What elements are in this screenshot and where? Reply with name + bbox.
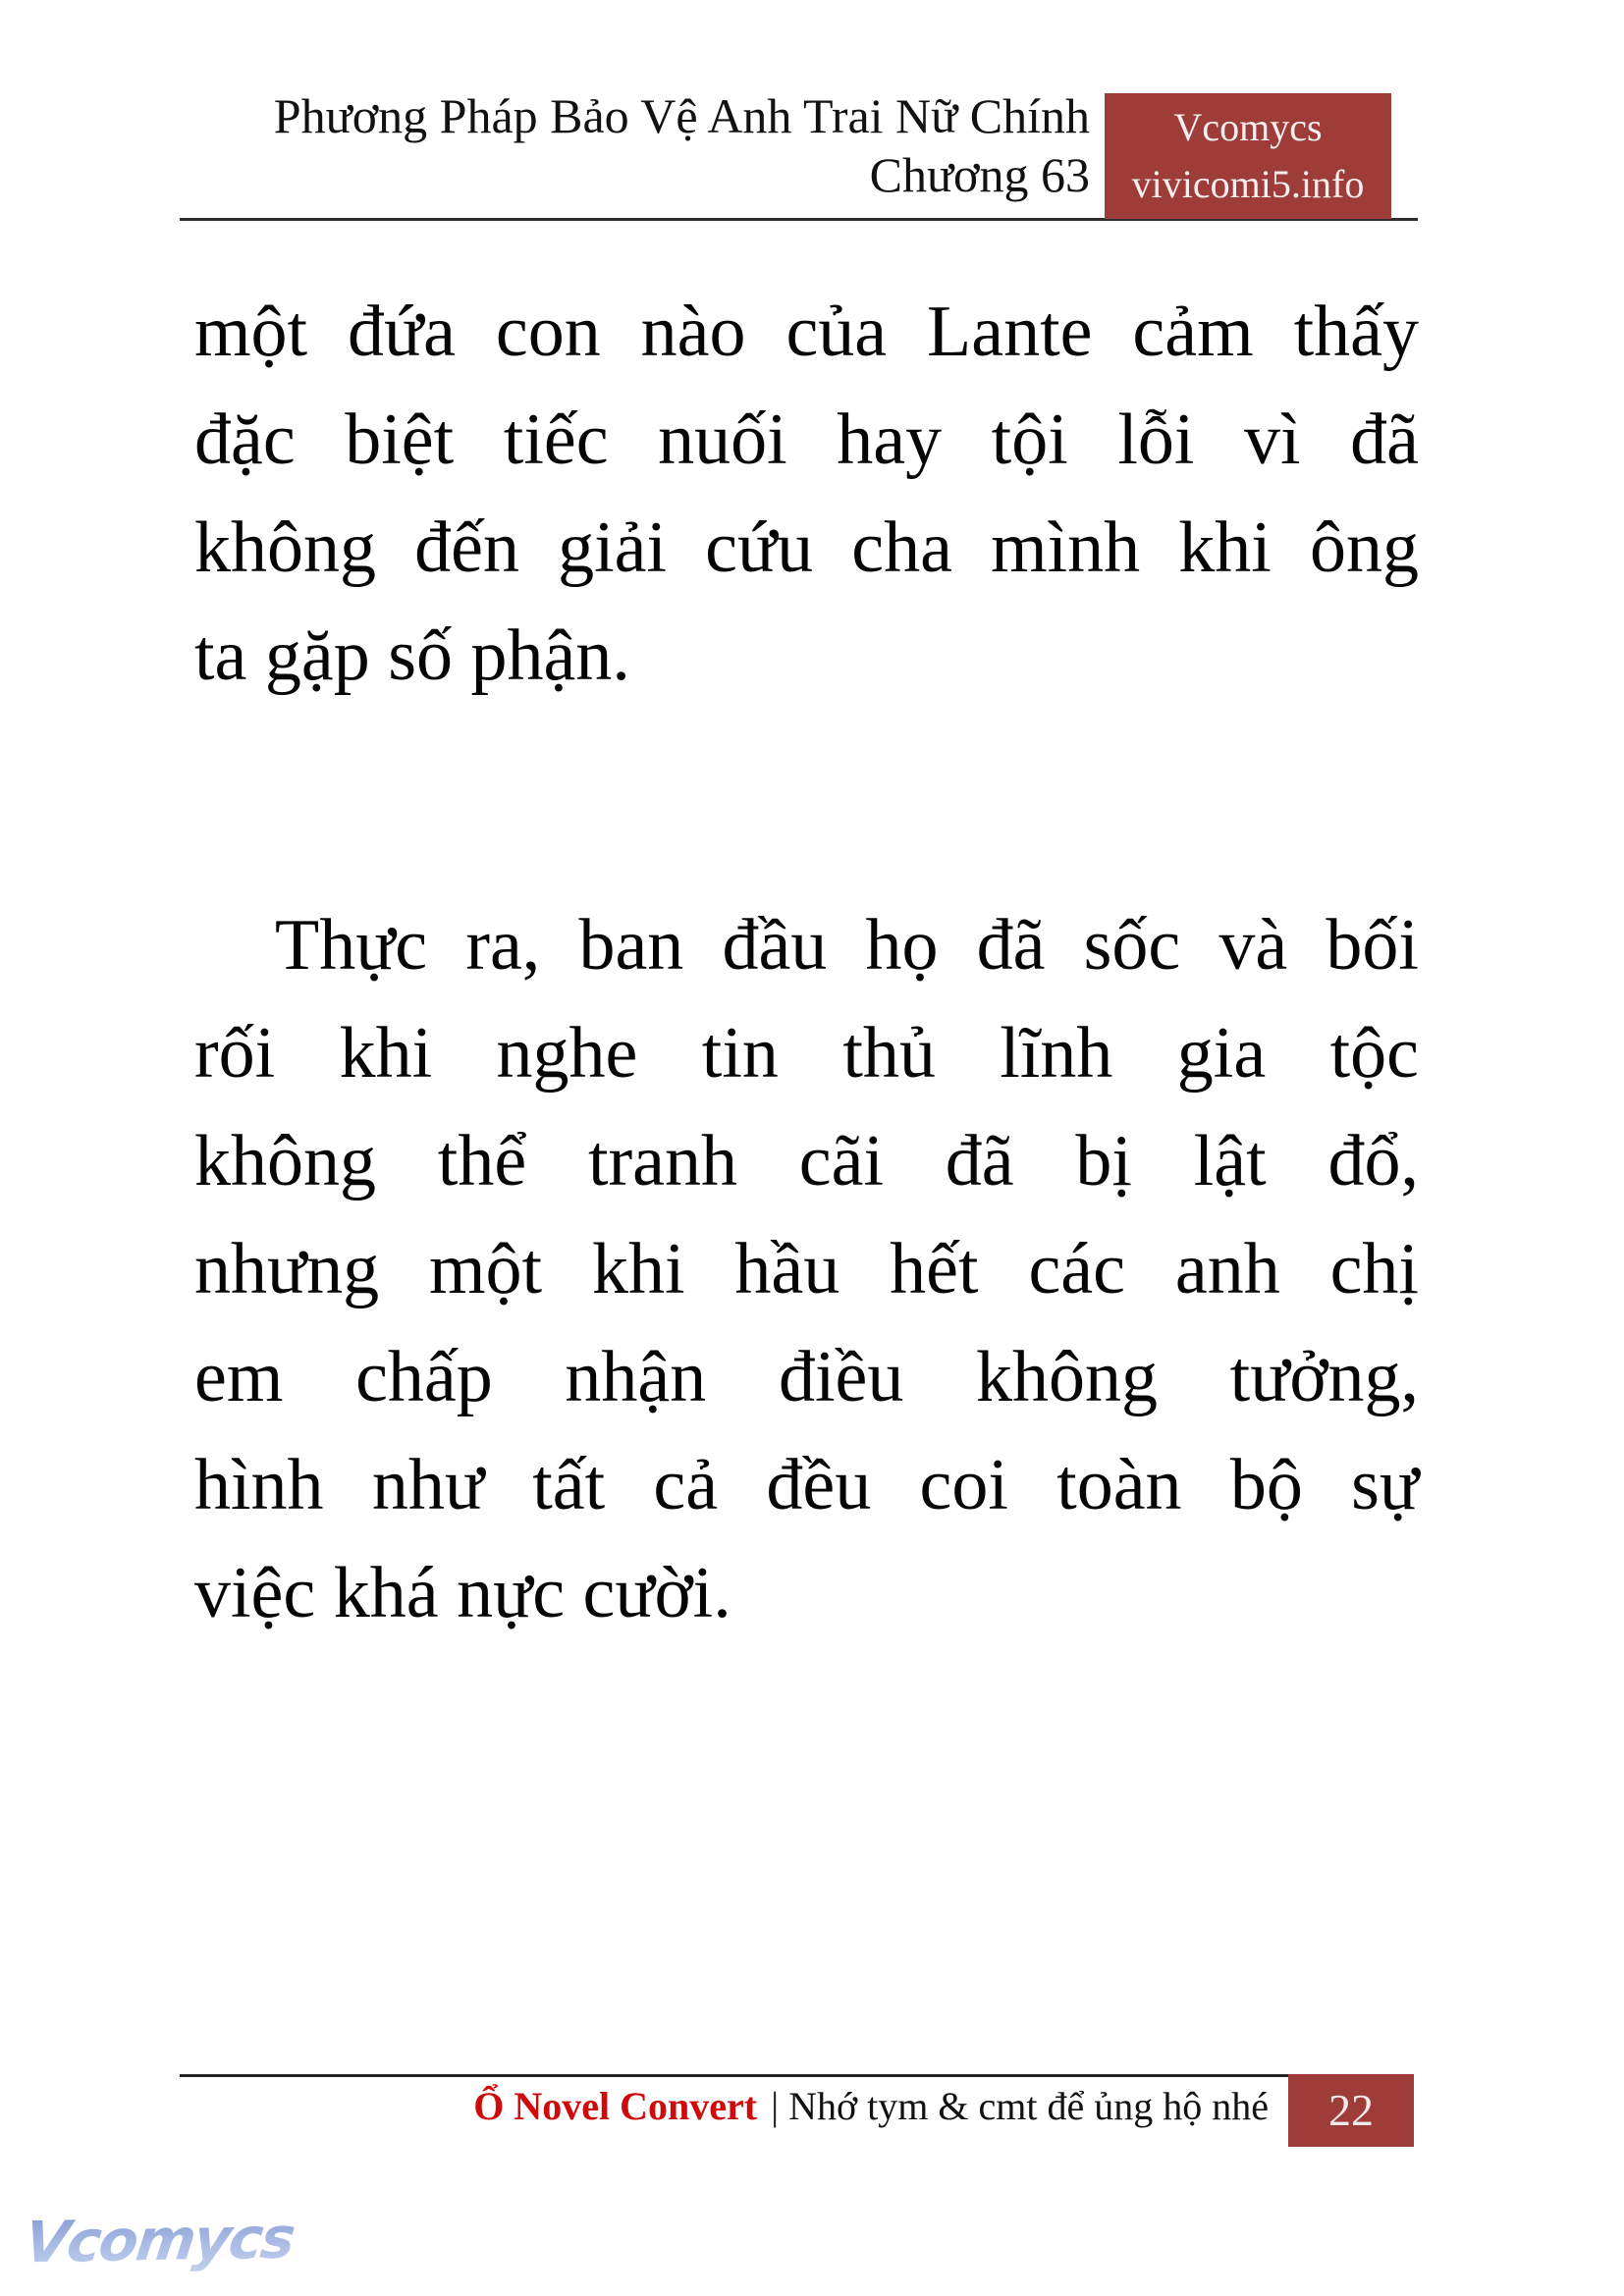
text-line: không đến giải cứu cha mình khi ông	[194, 507, 1419, 588]
text-line: đặc biệt tiếc nuối hay tội lỗi vì đã	[194, 400, 1419, 480]
text-line: một đứa con nào của Lante cảm thấy	[194, 292, 1419, 372]
footer-brand: Ổ Novel Convert	[473, 2084, 758, 2128]
footer-note: Nhớ tym & cmt để ủng hộ nhé	[788, 2084, 1269, 2128]
text-line: không thể tranh cãi đã bị lật đổ,	[194, 1121, 1419, 1201]
page-header	[180, 86, 1090, 204]
translator-badge	[1105, 93, 1391, 219]
page-number: 22	[1328, 2085, 1374, 2135]
text-line: em chấp nhận điều không tưởng,	[194, 1337, 1419, 1417]
book-title: Phương Pháp Bảo Vệ Anh Trai Nữ Chính	[273, 88, 1090, 143]
vcomycs-watermark-logo: Vcomycs	[21, 2204, 298, 2276]
page-footer	[180, 2081, 1269, 2132]
footer-divider	[180, 2074, 1288, 2077]
paragraph	[194, 891, 1419, 1647]
translator-badge-site: vivicomi5.info	[1131, 162, 1365, 206]
footer-separator: |	[771, 2084, 780, 2128]
text-line: nhưng một khi hầu hết các anh chị	[194, 1229, 1419, 1309]
text-line: Thực ra, ban đầu họ đã sốc và bối	[275, 905, 1419, 986]
text-line: hình như tất cả đều coi toàn bộ sự	[194, 1445, 1419, 1525]
translator-badge-name: Vcomycs	[1173, 105, 1323, 149]
page-number-badge	[1288, 2074, 1414, 2147]
chapter-body	[194, 278, 1419, 1647]
text-line: ta gặp số phận.	[194, 615, 630, 696]
text-line: việc khá nực cười.	[194, 1553, 731, 1633]
text-line: rối khi nghe tin thủ lĩnh gia tộc	[194, 1013, 1419, 1094]
paragraph	[194, 278, 1419, 710]
chapter-label: Chương 63	[869, 147, 1090, 202]
